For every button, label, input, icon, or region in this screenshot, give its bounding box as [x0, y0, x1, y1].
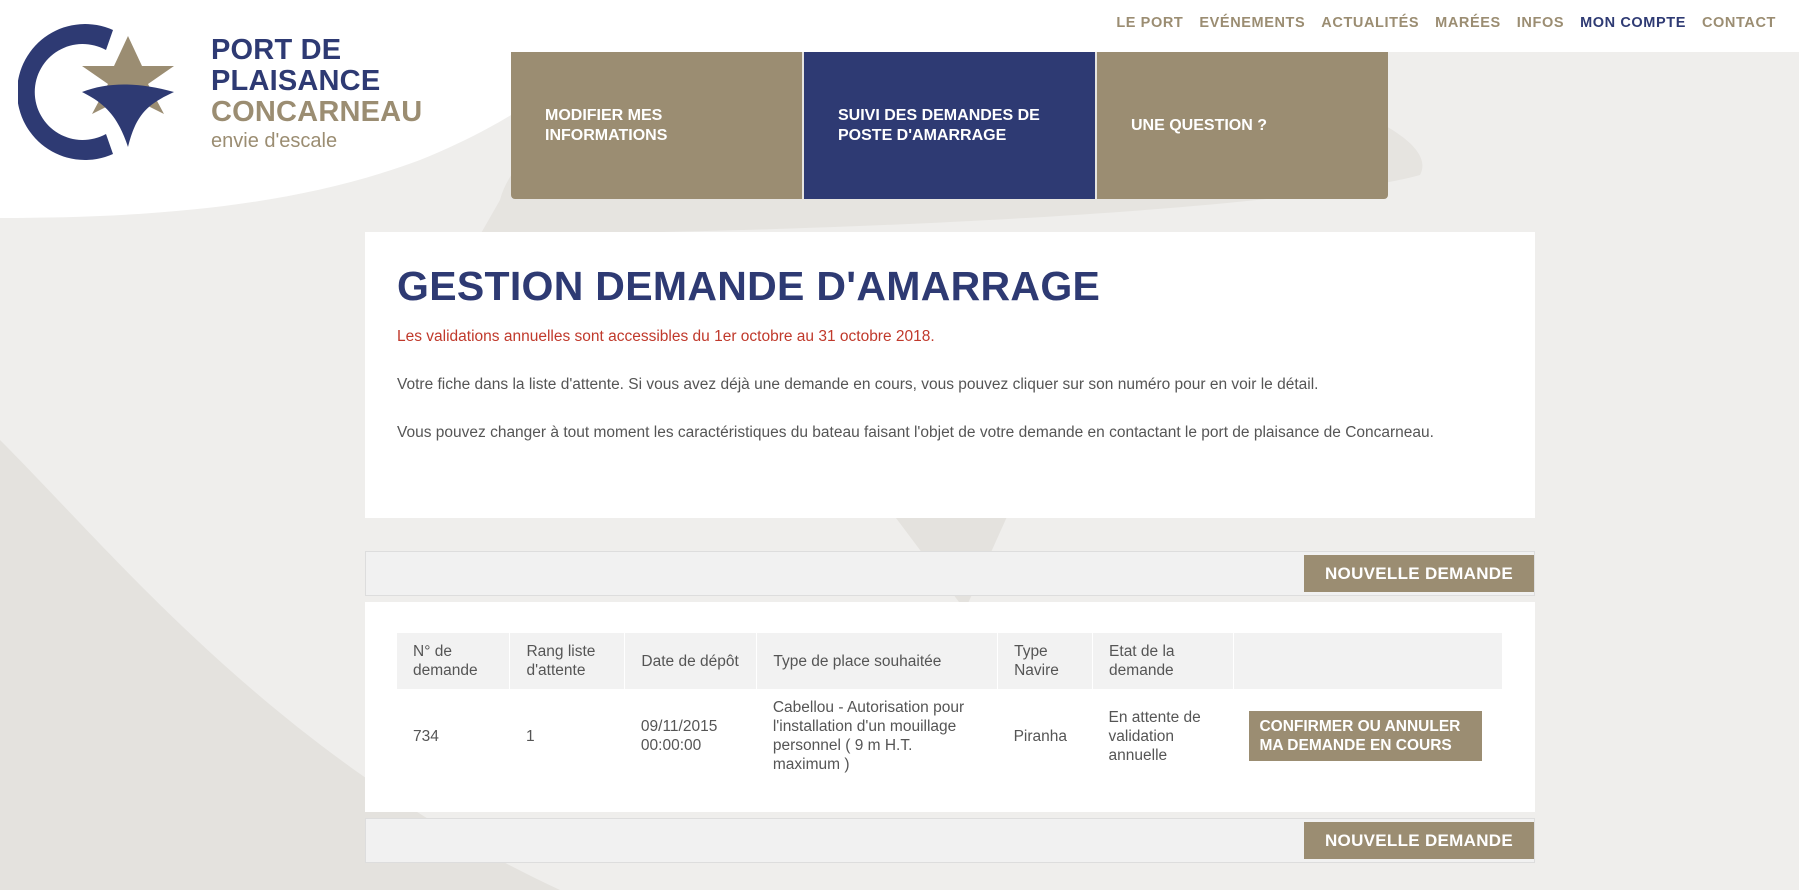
- nav-infos[interactable]: INFOS: [1516, 15, 1565, 31]
- brand-tagline: envie d'escale: [211, 130, 338, 152]
- nav-le-port[interactable]: LE PORT: [1116, 15, 1184, 31]
- intro-text: Votre fiche dans la liste d'attente. Si vous avez déjà une demande en cours, vous pouvez cliquer sur son numéro pour en voir le détail.: [397, 376, 1319, 393]
- confirm-cancel-button[interactable]: CONFIRMER OU ANNULER MA DEMANDE EN COURS: [1249, 711, 1482, 761]
- col-header-action: [1233, 633, 1502, 689]
- cell-action: [1233, 689, 1502, 783]
- brand-wordmark[interactable]: [211, 35, 422, 153]
- col-header-place-type: Type de place souhaitée: [757, 633, 998, 689]
- tab-une-question[interactable]: [1097, 52, 1388, 199]
- nav-evenements[interactable]: EVÉNEMENTS: [1199, 15, 1306, 31]
- nav-mon-compte[interactable]: MON COMPTE: [1580, 15, 1686, 31]
- table-row: [397, 689, 1503, 783]
- requests-table-container: [365, 602, 1535, 812]
- tab-suivi-demandes[interactable]: [804, 52, 1095, 199]
- nav-contact[interactable]: CONTACT: [1701, 15, 1776, 31]
- col-header-status: Etat de la demande: [1093, 633, 1234, 689]
- account-tabs: [511, 52, 1388, 199]
- port-logo-icon: [18, 22, 178, 162]
- main-nav: [1116, 15, 1776, 31]
- tab-label: SUIVI DES DEMANDES DE POSTE D'AMARRAGE: [838, 106, 1040, 144]
- cell-number[interactable]: 734: [413, 727, 439, 745]
- col-header-boat-type: Type Navire: [998, 633, 1093, 689]
- requests-table: [397, 633, 1503, 783]
- col-header-rank: Rang liste d'attente: [510, 633, 625, 689]
- info-text: Vous pouvez changer à tout moment les caractéristiques du bateau faisant l'objet de votre demande en contactant le port de plaisance de Concarneau.: [397, 424, 1434, 441]
- tab-label: UNE QUESTION ?: [1131, 116, 1268, 134]
- nav-marees[interactable]: MARÉES: [1435, 15, 1501, 31]
- brand-line-3: CONCARNEAU: [211, 96, 423, 128]
- action-bar-top: [365, 551, 1535, 596]
- validation-alert: Les validations annuelles sont accessibles du 1er octobre au 31 octobre 2018.: [397, 328, 935, 345]
- tab-label: MODIFIER MES INFORMATIONS: [545, 106, 668, 144]
- brand-line-2: PLAISANCE: [211, 65, 381, 97]
- page-title: GESTION DEMANDE D'AMARRAGE: [397, 263, 1101, 309]
- action-bar-bottom: [365, 818, 1535, 863]
- cell-rank: 1: [525, 727, 535, 745]
- col-header-date: Date de dépôt: [625, 633, 757, 689]
- table-header-row: [397, 633, 1503, 689]
- cell-status: En attente de validation annuelle: [1108, 708, 1201, 764]
- col-header-number: N° de demande: [397, 633, 510, 689]
- content-card: [365, 232, 1535, 518]
- tab-modifier-informations[interactable]: [511, 52, 802, 199]
- nav-actualites[interactable]: ACTUALITÉS: [1321, 15, 1420, 31]
- cell-date: 09/11/2015 00:00:00: [640, 718, 718, 754]
- cell-place-type: Cabellou - Autorisation pour l'installation d'un mouillage personnel ( 9 m H.T. maximum ): [772, 699, 965, 773]
- new-request-button-bottom[interactable]: NOUVELLE DEMANDE: [1304, 822, 1534, 859]
- brand-line-1: PORT DE: [211, 34, 342, 66]
- cell-boat-type: Piranha: [1013, 727, 1068, 745]
- new-request-button[interactable]: NOUVELLE DEMANDE: [1304, 555, 1534, 592]
